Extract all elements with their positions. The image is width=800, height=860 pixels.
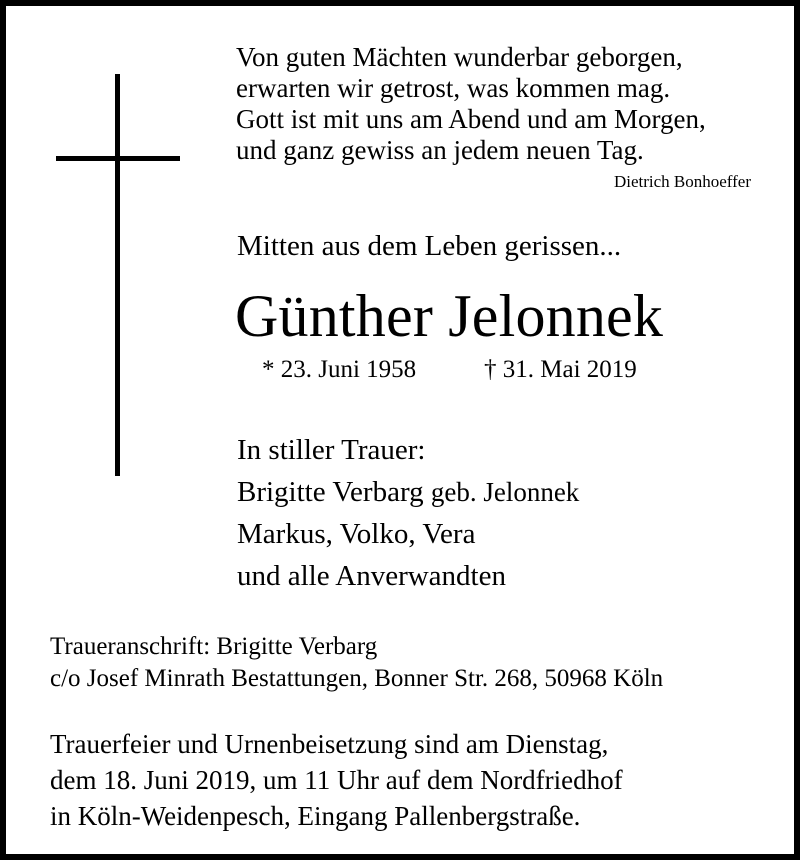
address-line: c/o Josef Minrath Bestattungen, Bonner Str. 268, 50968 Köln (50, 665, 664, 692)
poem-line: Von guten Mächten wunderbar geborgen, (236, 42, 683, 72)
birth-date: * 23. Juni 1958 (262, 356, 417, 383)
mourners-heading: In stiller Trauer: (237, 434, 426, 466)
mourner-name: Brigitte Verbarg (237, 476, 424, 508)
mourners-block (237, 429, 579, 597)
mourner-maiden-name: geb. Jelonnek (430, 477, 580, 507)
mourner-line (237, 471, 579, 513)
service-line: Trauerfeier und Urnenbeisetzung sind am Dienstag, (50, 729, 609, 759)
address-line: Traueranschrift: Brigitte Verbarg (50, 633, 378, 660)
poem-line: erwarten wir getrost, was kommen mag. (236, 73, 671, 103)
mourner-line: und alle Anverwandten (237, 560, 506, 592)
service-line: dem 18. Juni 2019, um 11 Uhr auf dem Nordfriedhof (50, 765, 623, 795)
death-date: † 31. Mai 2019 (484, 356, 637, 383)
funeral-service-info (50, 726, 623, 834)
poem (236, 42, 706, 166)
mourning-address (50, 631, 663, 695)
mourner-line: Markus, Volko, Vera (237, 518, 476, 550)
cross-icon-vertical (115, 74, 120, 476)
cross-icon-horizontal (56, 156, 180, 161)
poem-author: Dietrich Bonhoeffer (613, 172, 751, 191)
deceased-name: Günther Jelonnek (235, 283, 664, 349)
poem-line: und ganz gewiss an jedem neuen Tag. (236, 135, 644, 165)
poem-line: Gott ist mit uns am Abend und am Morgen, (236, 104, 706, 134)
intro-text: Mitten aus dem Leben gerissen... (237, 230, 622, 262)
service-line: in Köln-Weidenpesch, Eingang Pallenbergstraße. (50, 801, 581, 831)
